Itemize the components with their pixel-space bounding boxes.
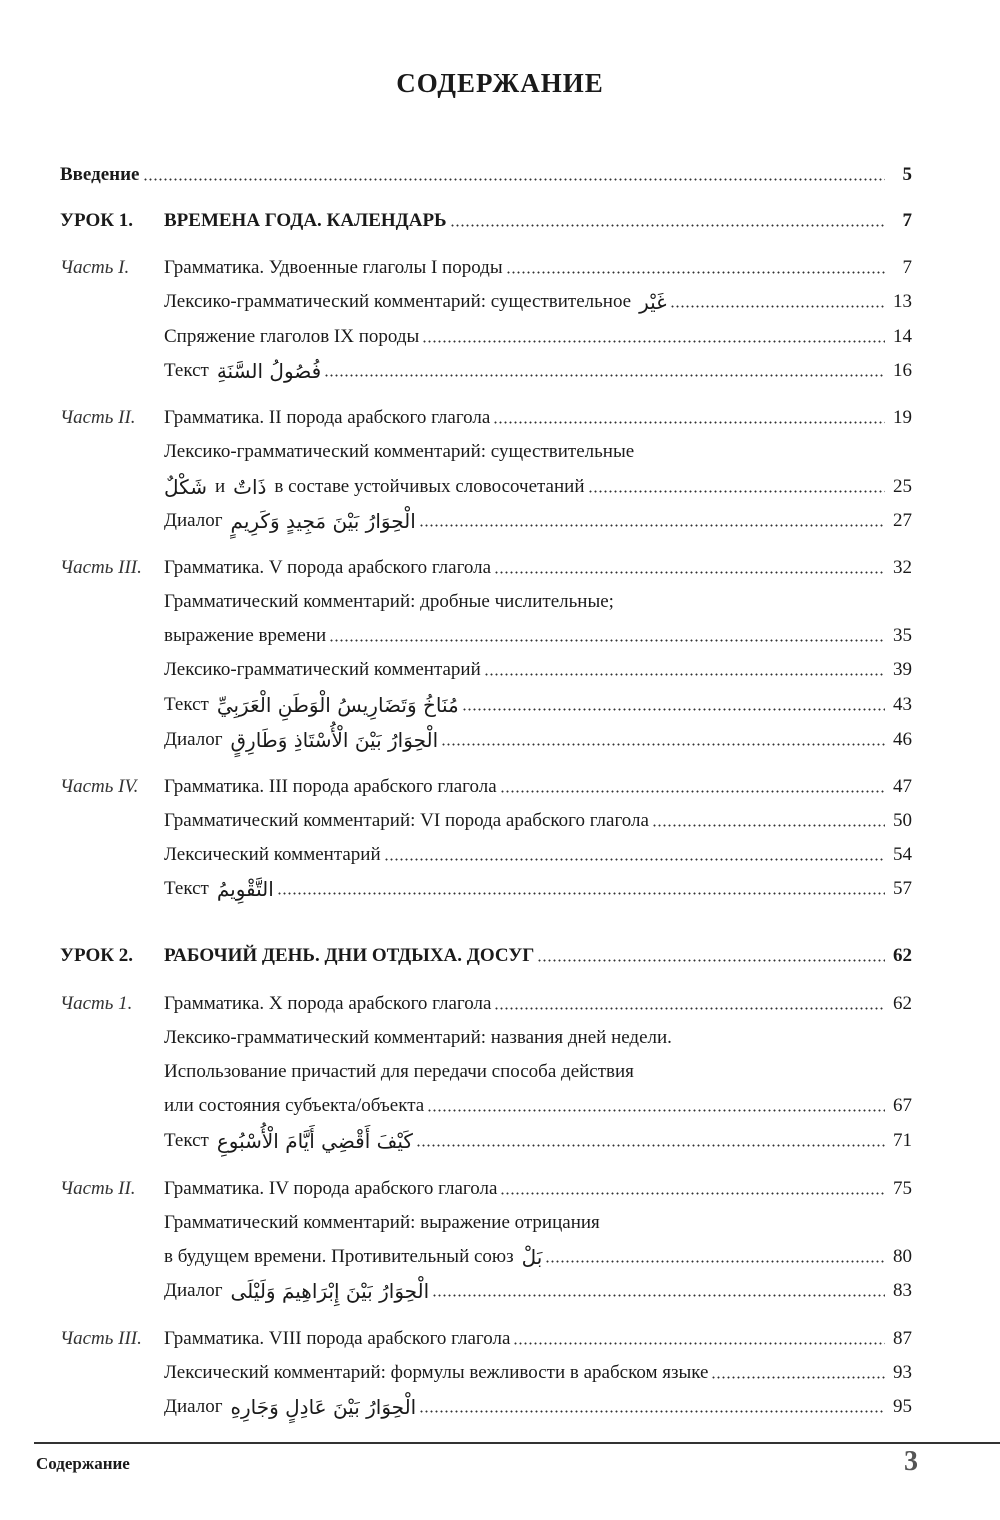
toc-entry-text: Грамматика. IV порода арабского глагола: [164, 1178, 498, 1199]
toc-entry-text: Лексический комментарий: [164, 844, 381, 865]
part-label: Часть I.: [60, 257, 130, 278]
toc-page-number: 14: [893, 326, 912, 347]
toc-entry-text: Грамматика. V порода арабского глагола: [164, 557, 492, 578]
toc-entry-text: Грамматика. II порода арабского глагола: [164, 407, 491, 428]
toc-page-number: 54: [893, 844, 912, 865]
part-label: Часть IV.: [60, 776, 139, 797]
toc-entry[interactable]: [60, 1235, 912, 1269]
part-label: Часть III.: [60, 557, 142, 578]
toc-entry[interactable]: [60, 799, 912, 833]
toc-entry-continued[interactable]: [60, 580, 912, 614]
toc-entry[interactable]: [60, 982, 912, 1016]
dot-leader: [143, 177, 886, 182]
toc-entry-continued[interactable]: [60, 1050, 912, 1084]
dot-leader: [545, 1259, 885, 1264]
arabic-term: شَكْلٌ: [164, 475, 207, 499]
footer-divider: [34, 1442, 1000, 1444]
arabic-title: كَيْفَ أَقْضِي أَيَّامَ الْأُسْبُوعِ: [216, 1129, 413, 1153]
toc-entry[interactable]: [60, 683, 912, 717]
toc-entry-text: Грамматика. Удвоенные глаголы I породы: [164, 257, 503, 278]
toc-entry[interactable]: [60, 648, 912, 682]
dot-leader: [484, 672, 885, 677]
toc-page-number: 7: [902, 210, 912, 231]
toc-entry[interactable]: [60, 499, 912, 533]
toc-entry[interactable]: [60, 867, 912, 901]
dot-leader: [329, 638, 885, 643]
toc-entry-text: Спряжение глаголов IX породы: [164, 326, 420, 347]
toc-entry[interactable]: [60, 1269, 912, 1303]
dot-leader: [432, 1293, 885, 1298]
dot-leader: [513, 1341, 885, 1346]
footer-section-title: Содержание: [36, 1454, 130, 1473]
dot-leader: [652, 823, 885, 828]
toc-entry[interactable]: [60, 833, 912, 867]
dot-leader: [416, 1143, 885, 1148]
toc-page-number: 5: [902, 164, 912, 185]
dot-leader: [711, 1375, 885, 1380]
part-label: Часть II.: [60, 1178, 136, 1199]
toc-entry-conjunction: и: [214, 476, 226, 497]
toc-page-number: 32: [893, 557, 912, 578]
dot-leader: [588, 489, 886, 494]
toc-entry[interactable]: [60, 1351, 912, 1385]
toc-lesson-heading[interactable]: [60, 199, 912, 233]
toc-entry-continued[interactable]: [60, 430, 912, 464]
dot-leader: [324, 373, 885, 378]
toc-entry[interactable]: [60, 315, 912, 349]
toc-page-number: 7: [902, 257, 912, 278]
toc-entry-text: в будущем времени. Противительный союз: [164, 1246, 514, 1267]
toc-entry[interactable]: [60, 614, 912, 648]
arabic-title: الْحِوَارُ بَيْنَ مَجِيدٍ وَكَرِيمٍ: [230, 509, 416, 533]
toc-entry-text: Лексико-грамматический комментарий: существительные: [164, 441, 635, 462]
dot-leader: [422, 339, 885, 344]
toc-entry[interactable]: [60, 1385, 912, 1419]
toc-entry-text: Текст: [164, 878, 209, 899]
arabic-title: الْحِوَارُ بَيْنَ الْأُسْتَاذِ وَطَارِقٍ: [230, 728, 439, 752]
dot-leader: [427, 1108, 885, 1113]
dot-leader: [419, 1409, 885, 1414]
toc-page-number: 62: [893, 993, 912, 1014]
toc-entry[interactable]: [60, 1317, 912, 1351]
toc-entry-text: выражение времени: [164, 625, 327, 646]
toc-entry[interactable]: [60, 280, 912, 314]
dot-leader: [494, 570, 885, 575]
toc-page-number: 47: [893, 776, 912, 797]
toc-page-number: 46: [893, 729, 912, 750]
toc-entry[interactable]: [60, 1084, 912, 1118]
toc-entry-text: Грамматика. III порода арабского глагола: [164, 776, 497, 797]
part-label: Часть III.: [60, 1328, 142, 1349]
toc-page-number: 50: [893, 810, 912, 831]
toc-page-number: 57: [893, 878, 912, 899]
toc-lesson-heading[interactable]: [60, 934, 912, 968]
lesson-label: УРОК 2.: [60, 945, 133, 966]
toc-entry[interactable]: [60, 396, 912, 430]
toc-entry-introduction[interactable]: [60, 153, 912, 187]
toc-entry[interactable]: [60, 1167, 912, 1201]
dot-leader: [537, 958, 885, 963]
toc-entry-text: Лексико-грамматический комментарий: существительное: [164, 291, 632, 312]
arabic-term: ذَاتٌ: [233, 475, 267, 499]
toc-entry-text: Диалог: [164, 1396, 223, 1417]
toc-page-number: 27: [893, 510, 912, 531]
arabic-title: مُنَاخُ وَتَضَارِيسُ الْوَطَنِ الْعَرَبِيِّ: [216, 693, 459, 717]
toc-page-number: 35: [893, 625, 912, 646]
toc-entry-text: Грамматический комментарий: выражение отрицания: [164, 1212, 600, 1233]
dot-leader: [419, 523, 885, 528]
dot-leader: [384, 857, 885, 862]
arabic-term: بَلْ: [521, 1245, 543, 1269]
toc-entry[interactable]: [60, 546, 912, 580]
toc-entry-text: или состояния субъекта/объекта: [164, 1095, 425, 1116]
toc-page-number: 67: [893, 1095, 912, 1116]
toc-entry-text: Диалог: [164, 729, 223, 750]
toc-entry[interactable]: [60, 349, 912, 383]
arabic-title: الْحِوَارُ بَيْنَ عَادِلٍ وَجَارِهِ: [230, 1395, 417, 1419]
toc-entry-text: Лексико-грамматический комментарий: названия дней недели.: [164, 1027, 672, 1048]
footer-page-number: 3: [904, 1446, 918, 1477]
toc-page-number: 83: [893, 1280, 912, 1301]
toc-entry-continued[interactable]: [60, 1201, 912, 1235]
dot-leader: [670, 304, 885, 309]
dot-leader: [277, 891, 885, 896]
toc-entry-text: Введение: [60, 164, 140, 185]
toc-entry-text: РАБОЧИЙ ДЕНЬ. ДНИ ОТДЫХА. ДОСУГ: [164, 945, 535, 966]
toc-entry[interactable]: [60, 246, 912, 280]
arabic-title: التَّقْوِيمُ: [216, 877, 274, 901]
toc-entry-text: Грамматический комментарий: дробные числительные;: [164, 591, 614, 612]
toc-page-number: 87: [893, 1328, 912, 1349]
toc-entry[interactable]: [60, 718, 912, 752]
toc-entry-text: в составе устойчивых словосочетаний: [274, 476, 585, 497]
dot-leader: [500, 789, 885, 794]
toc-page-number: 80: [893, 1246, 912, 1267]
toc-page-number: 71: [893, 1130, 912, 1151]
toc-entry[interactable]: [60, 465, 912, 499]
toc-page-number: 93: [893, 1362, 912, 1383]
dot-leader: [441, 742, 885, 747]
toc-entry-text: Текст: [164, 360, 209, 381]
toc-page-number: 43: [893, 694, 912, 715]
toc-entry-text: Диалог: [164, 1280, 223, 1301]
toc-page-number: 13: [893, 291, 912, 312]
toc-entry-text: Грамматика. VIII порода арабского глагола: [164, 1328, 511, 1349]
toc-entry-text: Лексический комментарий: формулы вежливости в арабском языке: [164, 1362, 709, 1383]
page-title: СОДЕРЖАНИЕ: [396, 68, 604, 98]
toc-entry-text: Использование причастий для передачи способа действия: [164, 1061, 634, 1082]
toc-entry-continued[interactable]: [60, 1016, 912, 1050]
part-label: Часть 1.: [60, 993, 133, 1014]
toc-entry-text: ВРЕМЕНА ГОДА. КАЛЕНДАРЬ: [164, 210, 447, 231]
toc-entry[interactable]: [60, 765, 912, 799]
dot-leader: [493, 420, 885, 425]
dot-leader: [506, 270, 885, 275]
toc-page-number: 95: [893, 1396, 912, 1417]
dot-leader: [500, 1191, 885, 1196]
toc-entry-text: Лексико-грамматический комментарий: [164, 659, 481, 680]
toc-entry-text: Грамматика. X порода арабского глагола: [164, 993, 492, 1014]
dot-leader: [450, 223, 885, 228]
dot-leader: [494, 1006, 885, 1011]
toc-entry[interactable]: [60, 1119, 912, 1153]
part-label: Часть II.: [60, 407, 136, 428]
toc-entry-text: Грамматический комментарий: VI порода арабского глагола: [164, 810, 649, 831]
toc-page-number: 62: [893, 945, 912, 966]
lesson-label: УРОК 1.: [60, 210, 133, 231]
dot-leader: [462, 707, 885, 712]
toc-page-number: 16: [893, 360, 912, 381]
toc-entry-text: Текст: [164, 1130, 209, 1151]
toc-entry-text: Диалог: [164, 510, 223, 531]
toc-page-number: 39: [893, 659, 912, 680]
toc-entry-text: Текст: [164, 694, 209, 715]
arabic-term: غَيْر: [639, 290, 667, 314]
arabic-title: فُصُولُ السَّنَةِ: [216, 359, 322, 383]
toc-page-number: 75: [893, 1178, 912, 1199]
arabic-title: الْحِوَارُ بَيْنَ إِبْرَاهِيمَ وَلَيْلَى: [230, 1279, 430, 1303]
toc-page-number: 25: [893, 476, 912, 497]
toc-page-number: 19: [893, 407, 912, 428]
